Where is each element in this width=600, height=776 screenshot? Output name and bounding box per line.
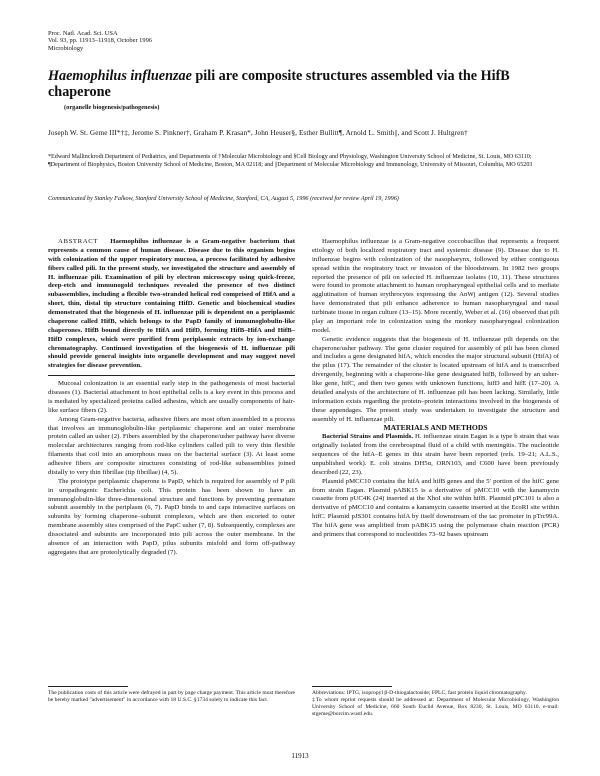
abstract-label: ABSTRACT xyxy=(58,238,99,245)
journal-name: Proc. Natl. Acad. Sci. USA xyxy=(48,30,118,37)
footnote-right xyxy=(312,686,559,718)
body-paragraph: Haemophilus influenzae is a Gram-negative coccobacillus that represents a frequent etiology of both localized respiratory tract and systemic disease (9). Disease due to H. influenzae begins with colonization of the nasopharynx, followed by either contiguous spread within the respiratory tract or invasion of the bloodstream. In 1982 two groups reported the presence of pili on selected H. influenzae isolates (10, 11). These structures were found to promote attachment to human oropharyngeal epithelial cells and to mediate agglutination of human erythrocytes expressing the AnWj antigen (12). Several studies have demonstrated that pili enhance adherence to human nasopharyngeal and nasal turbinate tissue in organ culture (13–15). More recently, Weber et al. (16) observed that pili play an important role in colonization using the monkey nasopharyngeal colonization model. xyxy=(312,238,559,334)
methods-paragraph xyxy=(312,433,559,477)
correspondence-note: ‡To whom reprint requests should be addressed at: Department of Molecular Microbiology, Washington University School of Medicine, 660 South Euclid Avenue, Box 8230, St. Louis, MO 63110. e-mail: stgeme@borcim.wustl.edu. xyxy=(312,697,559,717)
body-paragraph: Mucosal colonization is an essential early step in the pathogenesis of most bacterial diseases (1). Bacterial attachment to host epithelial cells is a key event in this process and is mediated by specialized proteins called adhesins, which are usually components of hair-like surface fibers (2). xyxy=(48,380,295,414)
running-header xyxy=(48,30,152,52)
footnote-rule xyxy=(48,686,128,687)
footnote-rule xyxy=(312,686,392,687)
body-paragraph: The prototype periplasmic chaperone is PapD, which is required for assembly of P pili in uropathogenic Escherichia coli. This protein has been shown to have an immunoglobulin-like three-dimensional structure and functions by preventing premature subunit assembly in the periplasm (6, 7). PapD binds to and caps interactive surfaces on subunits by forming chaperone–subunit complexes, which are then escorted to outer membrane assembly sites comprised of the PapC usher (7, 8). Subsequently, complexes are dissociated and subunits are incorporated into pili across the outer membrane. In the absence of an interaction with PapD, pilus subunits misfold and form off-pathway aggregates that are proteolytically degraded (7). xyxy=(48,477,295,556)
methods-paragraph: Plasmid pMCC10 contains the hifA and hifB genes and the 5′ portion of the hifC gene from strain Eagan. Plasmid pABK15 is a derivative of pMCC10 with the kanamycin cassette from pUC4K (24) inserted at the XhoI site within hifB. Plasmid pPC101 is also a derivative of pMCC10 and contains a kanamycin cassette inserted at the EcoRI site within hifC. Plasmid pJS301 contains hifA by itself downstream of the tac promoter in pTrc99A. The hifA gene was amplified from pABK15 using the polymerase chain reaction (PCR) and primers that correspond to nucleotides 73–92 bases upstream xyxy=(312,477,559,538)
volume-info: Vol. 93, pp. 11913–11918, October 1996 xyxy=(48,37,152,45)
abstract-text: Haemophilus influenzae is a Gram-negative bacterium that represents a common cause of human disease. Disease due to this organism begins with colonization of the upper respiratory mucosa, a process facilitated by adhesive fibers called pili. In the present study, we investigated the structure and assembly of H. influenzae pili. Examination of pili by electron microscopy using quick-freeze, deep-etch and immunogold techniques revealed the presence of two distinct subassemblies, including a flexible two-stranded helical rod comprised of HifA and a short, thin, distal tip structure containing HifD. Genetic and biochemical studies demonstrated that the biogenesis of H. influenzae pili is dependent on a periplasmic chaperone called HifB, which belongs to the PapD family of immunoglobulin-like chaperones. HifB bound directly to HifA and HifD, forming HifB–HifA and HifB–HifD complexes, which were purified from periplasmic extracts by ion-exchange chromatography. Continued investigation of the biogenesis of H. influenzae pili should provide general insights into organelle development and may suggest novel strategies for disease prevention. xyxy=(48,238,295,370)
title-organism: Haemophilus influenzae xyxy=(48,68,192,84)
section-heading: MATERIALS AND METHODS xyxy=(383,423,488,433)
left-column xyxy=(48,238,295,558)
title-rest: pili are composite structures assembled via the HifB chaperone xyxy=(48,68,510,100)
abstract xyxy=(48,238,295,371)
body-paragraph: Among Gram-negative bacteria, adhesive fibers are most often assembled in a process that involves an immunoglobulin-like periplasmic chaperone and an outer membrane protein called an usher (2). Fibers assembled by the chaperone/usher pathway have diverse molecular architectures ranging from rod-like cylinders called pili to very thin flexible filaments that coil into an amorphous mass on the bacterial surface (3). At least some adhesive fibers are composite structures consisting of rod-like subassemblies joined distally to very thin fibrillae (tip fibrillae) (4, 5). xyxy=(48,415,295,476)
abstract-divider xyxy=(48,375,295,376)
footnote-left xyxy=(48,686,295,704)
subject-category: Microbiology xyxy=(48,44,84,52)
right-column xyxy=(312,238,559,540)
keywords: (organelle biogenesis/pathogenesis) xyxy=(64,104,160,111)
page-number: 11913 xyxy=(291,752,309,760)
author-list: Joseph W. St. Geme III*†‡, Jerome S. Pinkner†, Graham P. Krasan*, John Heuser§, Esther Bullitt¶, Arnold L. Smith||, and Scott J. Hultgren† xyxy=(48,129,468,137)
communicated-by: Communicated by Stanley Falkow, Stanford University School of Medicine, Stanford, CA, August 5, 1996 (received for review April 19, 1996) xyxy=(48,195,399,202)
affiliations: *Edward Mallinckrodt Department of Pediatrics, and Departments of †Molecular Microbiology and §Cell Biology and Physiology, Washington University School of Medicine, St. Louis, MO 63110; ¶Department of Biophysics, Boston University School of Medicine, Boston, MA 02118; and ||Department of Molecular Microbiology and Immunology, University of Missouri, Columbia, MO 65203 xyxy=(48,154,533,168)
runin-heading: Bacterial Strains and Plasmids. xyxy=(322,433,414,441)
publication-cost-note: The publication costs of this article were defrayed in part by page charge payment. This article must therefore be hereby marked "advertisement" in accordance with 18 U.S.C. §1734 solely to indicate this fact. xyxy=(48,690,295,703)
abbreviations-note: Abbreviations: IPTG, isopropyl β-D-thiogalactoside; FPLC, fast protein liquid chromatography. xyxy=(312,690,527,696)
body-paragraph: Genetic evidence suggests that the biogenesis of H. influenzae pili depends on the chaperone/usher pathway. The gene cluster required for assembly of pili has been cloned and includes a gene designated hifA, which encodes the major structural subunit (HifA) of the pilus (17). The remainder of the cluster is located upstream of hifA and is transcribed divergently, beginning with a chaperone-like gene designated hifB, followed by an usher-like gene, hifC, and then two genes with unknown functions, hifD and hifE (17–20). A detailed analysis of the architecture of H. influenzae pili has been lacking. Similarly, little information exists regarding the protein–protein interactions involved in the biogenesis of these appendages. The present study was undertaken to investigate the structure and assembly of H. influenzae pili. xyxy=(312,335,559,423)
methods-text: H. influenzae strain Eagan is a type b strain that was originally isolated from the cerebrospinal fluid of a child with meningitis. The nucleotide sequences of the hifA–E genes in this strain have been reported (refs. 19–21; A.L.S., unpublished work). E. coli strains DH5α, ORN103, and C600 have been previously described (22, 23). xyxy=(312,433,559,476)
article-title xyxy=(48,68,548,100)
